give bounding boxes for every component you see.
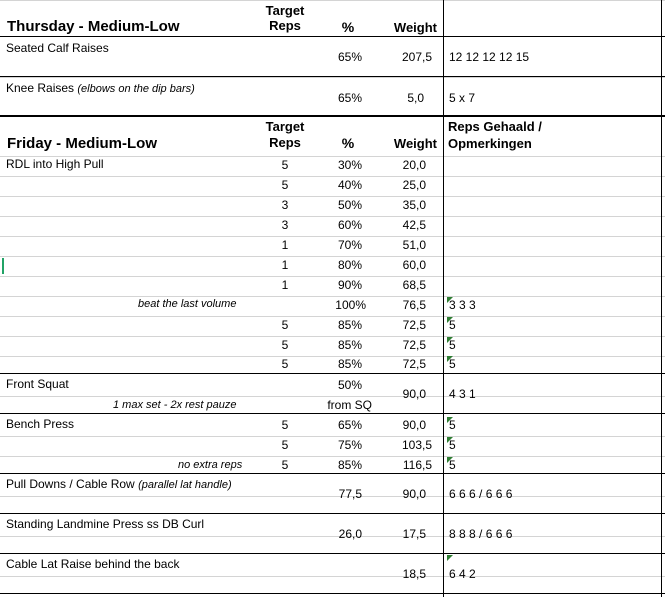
weight-cell: 76,5 bbox=[402, 298, 426, 312]
weight-cell: 42,5 bbox=[402, 218, 426, 232]
result-cell: 5 bbox=[449, 318, 456, 332]
exercise-name: Seated Calf Raises bbox=[6, 41, 109, 55]
reps-cell: 5 bbox=[281, 338, 289, 352]
reps-cell: 5 bbox=[281, 357, 289, 371]
pct-cell: 60% bbox=[337, 218, 362, 232]
exercise-name: Knee Raises (elbows on the dip bars) bbox=[6, 81, 195, 95]
thursday-col-weight: Weight bbox=[393, 20, 437, 35]
reps-cell: 5 bbox=[281, 158, 289, 172]
result-cell: 5 bbox=[449, 418, 456, 432]
result-cell: 6 4 2 bbox=[449, 567, 476, 581]
weight-cell: 20,0 bbox=[402, 158, 426, 172]
result-cell: 8 8 8 / 6 6 6 bbox=[449, 527, 513, 541]
pct-cell: 65% bbox=[337, 91, 362, 105]
weight-cell: 51,0 bbox=[402, 238, 426, 252]
result-cell: 5 bbox=[449, 338, 456, 352]
friday-col-reps: Reps bbox=[269, 135, 301, 150]
pct-cell: 90% bbox=[337, 278, 362, 292]
pct-note: from SQ bbox=[327, 398, 372, 412]
reps-cell: 3 bbox=[281, 218, 289, 232]
pct-cell: 85% bbox=[337, 357, 362, 371]
weight-cell: 35,0 bbox=[402, 198, 426, 212]
exercise-note: beat the last volume bbox=[138, 298, 237, 310]
pct-cell: 77,5 bbox=[338, 487, 362, 501]
pct-cell: 65% bbox=[337, 418, 362, 432]
pct-cell: 26,0 bbox=[338, 527, 362, 541]
pct-cell: 30% bbox=[337, 158, 362, 172]
result-cell: 3 3 3 bbox=[449, 298, 476, 312]
thursday-col-target: Target bbox=[265, 3, 305, 18]
pct-cell: 65% bbox=[337, 50, 362, 64]
result-cell: 12 12 12 12 15 bbox=[449, 50, 530, 64]
result-cell: 6 6 6 / 6 6 6 bbox=[449, 487, 513, 501]
weight-cell: 72,5 bbox=[402, 338, 426, 352]
reps-cell: 1 bbox=[281, 258, 289, 272]
weight-cell: 68,5 bbox=[402, 278, 426, 292]
weight-cell: 90,0 bbox=[402, 418, 426, 432]
exercise-note: no extra reps bbox=[178, 459, 243, 471]
exercise-name: Front Squat bbox=[6, 377, 69, 391]
friday-col-weight: Weight bbox=[393, 136, 437, 151]
weight-cell: 25,0 bbox=[402, 178, 426, 192]
weight-cell: 72,5 bbox=[402, 318, 426, 332]
exercise-name: Cable Lat Raise behind the back bbox=[6, 557, 180, 571]
pct-cell: 40% bbox=[337, 178, 362, 192]
pct-cell: 85% bbox=[337, 458, 362, 472]
pct-cell: 50% bbox=[337, 378, 362, 392]
weight-cell: 116,5 bbox=[402, 458, 432, 472]
pct-cell: 85% bbox=[337, 318, 362, 332]
weight-cell: 72,5 bbox=[402, 357, 426, 371]
reps-cell: 5 bbox=[281, 178, 289, 192]
friday-col-result-2: Opmerkingen bbox=[448, 136, 532, 151]
reps-cell: 5 bbox=[281, 438, 289, 452]
pct-cell: 70% bbox=[337, 238, 362, 252]
result-cell: 4 3 1 bbox=[449, 387, 476, 401]
weight-cell: 207,5 bbox=[401, 50, 432, 64]
weight-cell: 103,5 bbox=[401, 438, 432, 452]
reps-cell: 1 bbox=[281, 278, 289, 292]
pct-cell: 75% bbox=[337, 438, 362, 452]
thursday-title: Thursday - Medium-Low bbox=[7, 18, 180, 35]
friday-col-result-1: Reps Gehaald / bbox=[448, 119, 542, 134]
result-cell: 5 bbox=[449, 438, 456, 452]
thursday-col-pct: % bbox=[341, 19, 355, 35]
pct-cell: 50% bbox=[337, 198, 362, 212]
pct-cell: 80% bbox=[337, 258, 362, 272]
friday-col-pct: % bbox=[341, 135, 355, 151]
result-cell: 5 bbox=[449, 357, 456, 371]
comment-indicator bbox=[447, 555, 453, 561]
exercise-name: Pull Downs / Cable Row (parallel lat handle) bbox=[6, 477, 232, 491]
reps-cell: 3 bbox=[281, 198, 289, 212]
exercise-note: (parallel lat handle) bbox=[138, 479, 232, 491]
result-cell: 5 bbox=[449, 458, 456, 472]
reps-cell: 5 bbox=[281, 418, 289, 432]
exercise-name: Bench Press bbox=[6, 417, 75, 431]
reps-cell: 5 bbox=[281, 318, 289, 332]
friday-title: Friday - Medium-Low bbox=[7, 135, 157, 152]
friday-col-target: Target bbox=[265, 119, 305, 134]
pct-cell: 100% bbox=[335, 298, 366, 312]
reps-cell: 5 bbox=[281, 458, 289, 472]
exercise-note: 1 max set - 2x rest pauze bbox=[113, 399, 237, 411]
weight-cell: 17,5 bbox=[402, 527, 426, 541]
exercise-note: (elbows on the dip bars) bbox=[77, 83, 195, 95]
row-marker bbox=[2, 258, 4, 274]
exercise-name: RDL into High Pull bbox=[6, 157, 104, 171]
pct-cell: 85% bbox=[337, 338, 362, 352]
result-cell: 5 x 7 bbox=[449, 91, 476, 105]
weight-cell: 18,5 bbox=[402, 567, 426, 581]
weight-cell: 90,0 bbox=[402, 487, 426, 501]
weight-cell: 60,0 bbox=[402, 258, 426, 272]
exercise-name: Standing Landmine Press ss DB Curl bbox=[6, 517, 205, 531]
weight-cell: 90,0 bbox=[402, 387, 426, 401]
reps-cell: 1 bbox=[281, 238, 289, 252]
thursday-col-reps: Reps bbox=[269, 18, 301, 33]
weight-cell: 5,0 bbox=[407, 91, 424, 105]
